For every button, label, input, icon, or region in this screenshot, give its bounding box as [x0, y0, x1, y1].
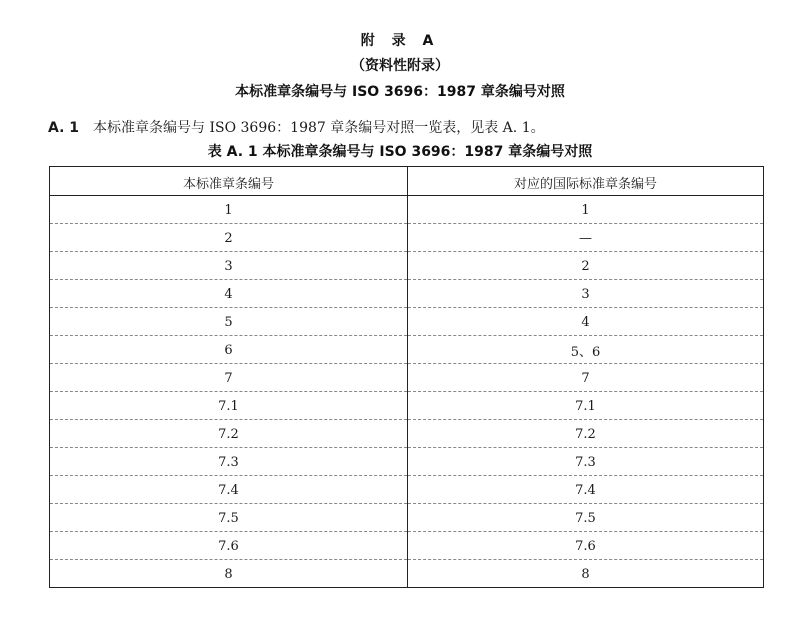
table-row	[50, 504, 764, 532]
table-row	[50, 336, 764, 364]
international-clause-cell: 3	[408, 280, 764, 308]
standard-clause-cell: 8	[50, 560, 408, 588]
international-clause-cell: 2	[408, 252, 764, 280]
international-clause-cell: 7.3	[408, 448, 764, 476]
appendix-subtitle: （资料性附录）	[351, 58, 449, 74]
table-row	[50, 532, 764, 560]
clause-text: 本标准章条编号与 ISO 3696：1987 章条编号对照一览表，见表 A. 1。	[93, 120, 545, 136]
header-standard-clause: 本标准章条编号	[50, 167, 408, 196]
international-clause-cell: 1	[581, 203, 590, 218]
international-clause-cell: 7.2	[408, 420, 764, 448]
standard-clause-cell: 7	[50, 364, 408, 392]
international-clause-cell: 4	[408, 308, 764, 336]
table-row	[50, 392, 764, 420]
comparison-table-container	[49, 166, 764, 588]
table-row	[50, 308, 764, 336]
standard-clause-cell: 7.4	[50, 476, 408, 504]
appendix-title: 附 录 A	[360, 33, 440, 49]
table-header-row	[50, 167, 764, 196]
standard-clause-cell: 4	[50, 280, 408, 308]
standard-clause-cell: 7.1	[50, 392, 408, 420]
standard-clause-cell: 7.6	[50, 532, 408, 560]
clause-paragraph	[48, 117, 545, 137]
clause-number: A. 1	[48, 120, 80, 136]
table-row	[50, 448, 764, 476]
standard-clause-cell: 6	[50, 336, 408, 364]
international-clause-cell: 7.4	[408, 476, 764, 504]
international-clause-cell: 8	[408, 560, 764, 588]
table-row	[50, 420, 764, 448]
international-clause-cell: 7	[408, 364, 764, 392]
table-row	[50, 252, 764, 280]
table-row	[50, 196, 764, 224]
international-clause-cell: —	[408, 224, 764, 252]
appendix-heading: 本标准章条编号与 ISO 3696：1987 章条编号对照	[235, 84, 565, 100]
table-row	[50, 364, 764, 392]
standard-clause-cell: 5	[50, 308, 408, 336]
comparison-table	[49, 166, 764, 588]
international-clause-cell: 5、6	[408, 336, 764, 364]
table-row	[50, 476, 764, 504]
international-clause-cell: 7.6	[408, 532, 764, 560]
standard-clause-cell: 7.2	[50, 420, 408, 448]
table-caption: 表 A. 1 本标准章条编号与 ISO 3696：1987 章条编号对照	[207, 144, 593, 160]
standard-clause-cell: 7.5	[50, 504, 408, 532]
table-row	[50, 280, 764, 308]
standard-clause-cell: 3	[50, 252, 408, 280]
international-clause-cell: 7.5	[408, 504, 764, 532]
table-row	[50, 224, 764, 252]
table-row	[50, 560, 764, 588]
header-international-clause: 对应的国际标准章条编号	[408, 167, 764, 196]
standard-clause-cell: 2	[50, 224, 408, 252]
standard-clause-cell: 7.3	[50, 448, 408, 476]
standard-clause-cell: 1	[50, 196, 408, 224]
international-clause-cell: 7.1	[408, 392, 764, 420]
